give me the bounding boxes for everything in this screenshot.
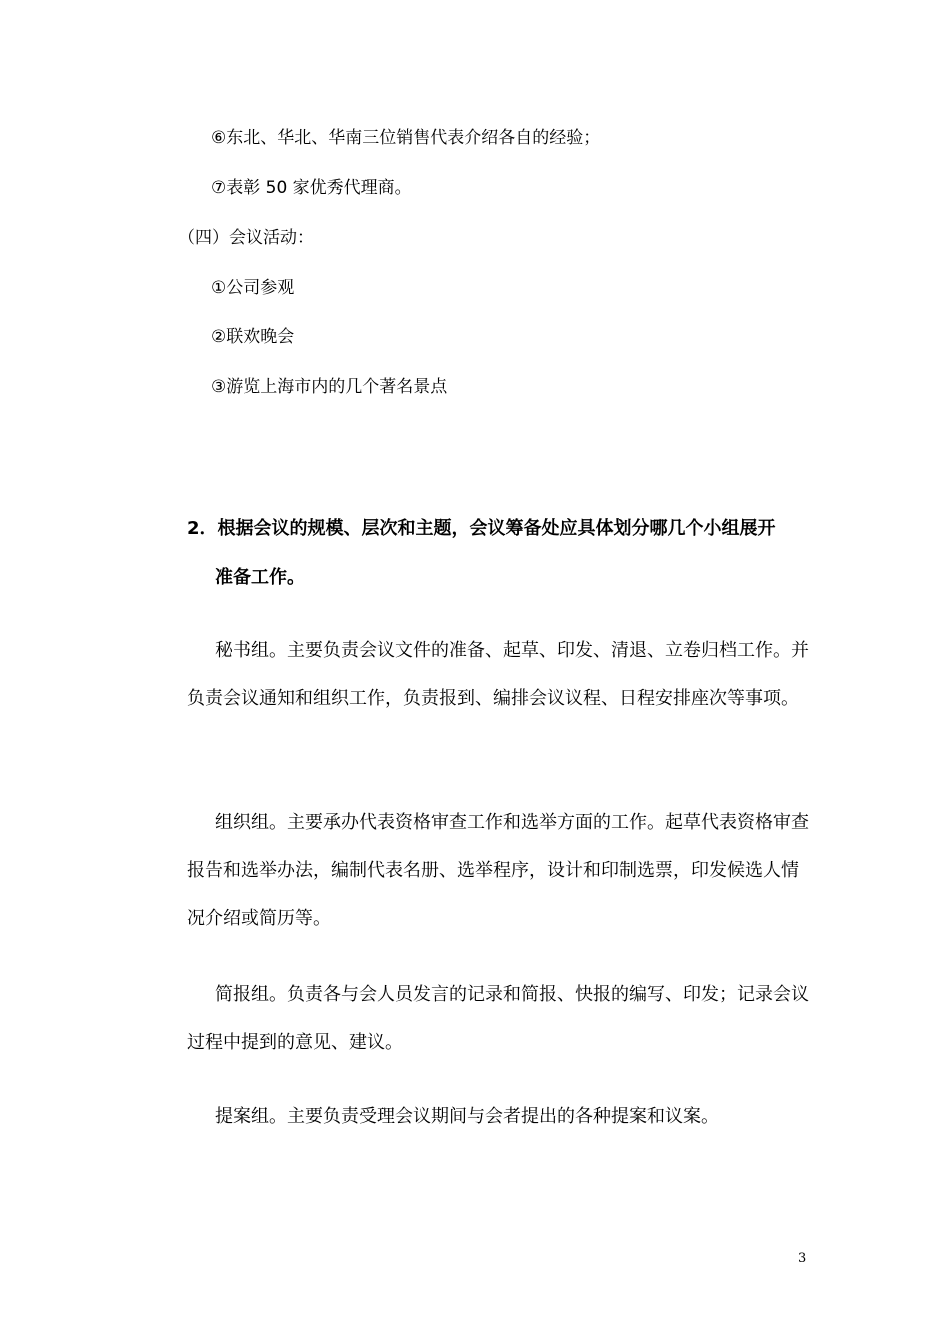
item-6: ⑥东北、华北、华南三位销售代表介绍各自的经验；	[211, 128, 601, 148]
question-2-line-2: 准备工作。	[215, 567, 305, 588]
section-4-heading: （四）会议活动：	[178, 228, 314, 248]
question-2-line-1: 2．根据会议的规模、层次和主题，会议筹备处应具体划分哪几个小组展开	[187, 518, 776, 539]
page-number: 3	[798, 1251, 807, 1266]
item-7: ⑦表彰 50 家优秀代理商。	[211, 178, 412, 198]
section-4-item-1: ①公司参观	[211, 278, 295, 298]
section-4-item-2: ②联欢晚会	[211, 327, 295, 347]
answer-bulletin-group: 简报组。负责各与会人员发言的记录和简报、快报的编写、印发；记录会议过程中提到的意见、建议。	[187, 984, 809, 1053]
answer-organization-group: 组织组。主要承办代表资格审查工作和选举方面的工作。起草代表资格审查报告和选举办法，编制代表名册、选举程序，设计和印制选票，印发候选人情况介绍或简历等。	[187, 812, 809, 929]
section-4-item-3: ③游览上海市内的几个著名景点	[211, 377, 448, 397]
answer-proposal-group: 提案组。主要负责受理会议期间与会者提出的各种提案和议案。	[215, 1106, 719, 1127]
answer-secretariat-group: 秘书组。主要负责会议文件的准备、起草、印发、清退、立卷归档工作。并负责会议通知和组织工作，负责报到、编排会议议程、日程安排座次等事项。	[187, 640, 809, 709]
